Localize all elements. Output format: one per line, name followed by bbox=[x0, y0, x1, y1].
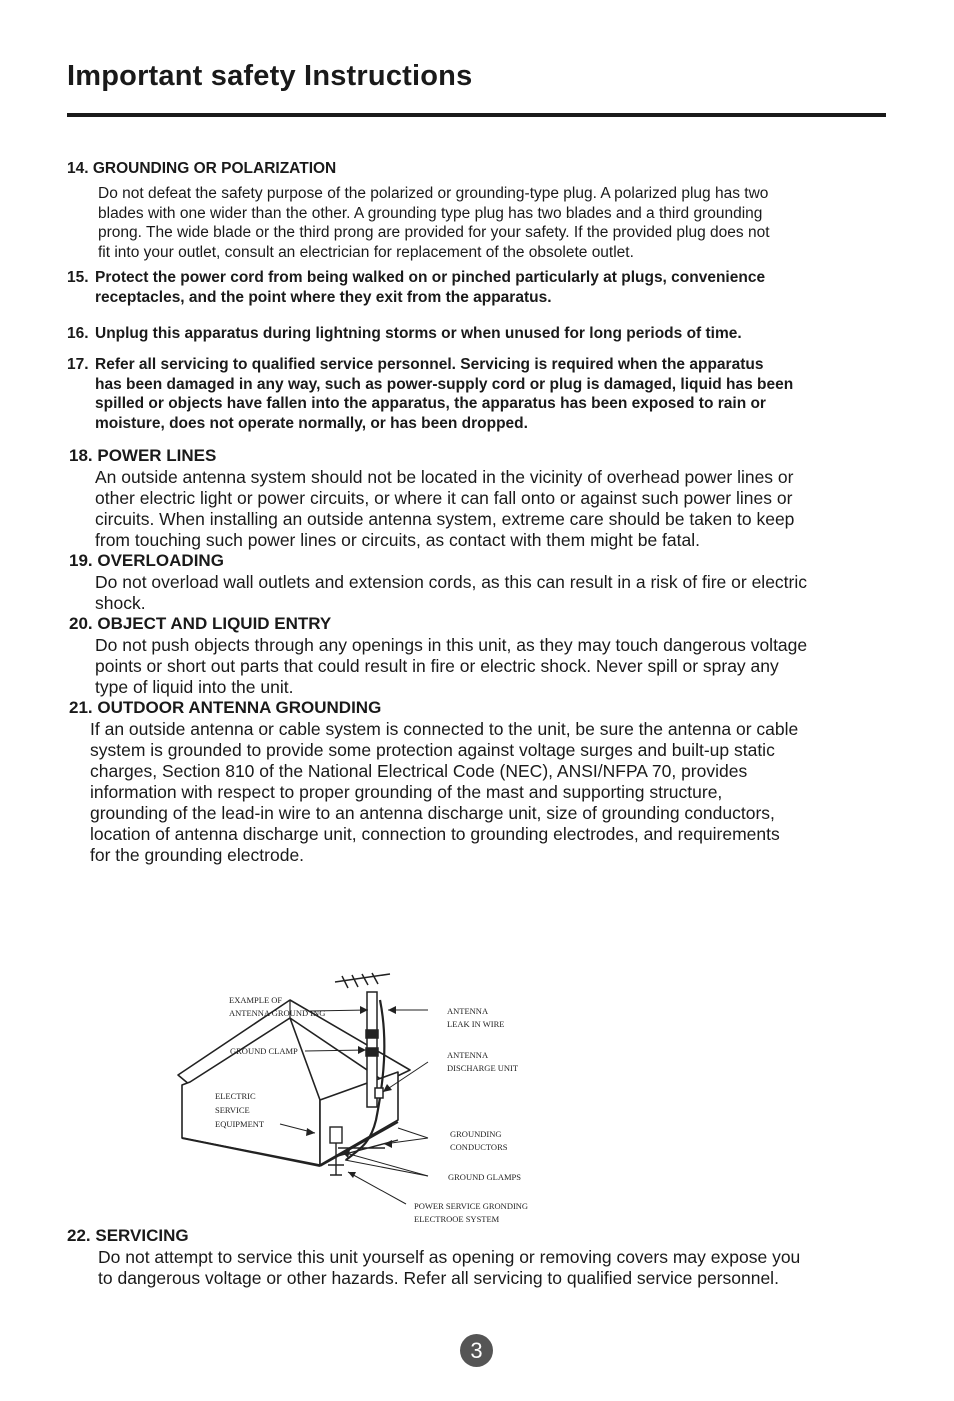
section-18-body bbox=[95, 467, 794, 551]
label-electric-service: SERVICE bbox=[215, 1105, 250, 1115]
section-15-line: Protect the power cord from being walked on or pinched particularly at plugs, convenience bbox=[95, 269, 766, 286]
label-grounding-conductors: GROUNDING bbox=[450, 1129, 502, 1139]
section-19-line: Do not overload wall outlets and extension cords, as this can result in a risk of fire or electric bbox=[95, 572, 808, 592]
label-ground-clamps: GROUND GLAMPS bbox=[448, 1172, 521, 1182]
section-18-line: An outside antenna system should not be located in the vicinity of overhead power lines or bbox=[95, 467, 794, 487]
section-20-line: Do not push objects through any openings in this unit, as they may touch dangerous voltage bbox=[95, 635, 808, 655]
section-21-line: grounding of the lead-in wire to an antenna discharge unit, size of grounding conductors, bbox=[90, 803, 775, 823]
section-17-line: spilled or objects have fallen into the apparatus, the apparatus has been exposed to rain or bbox=[95, 395, 766, 412]
section-18-heading: 18. POWER LINES bbox=[69, 446, 217, 465]
section-18-line: other electric light or power circuits, or where it can fall onto or against such power lines or bbox=[95, 488, 793, 508]
section-17-line: Refer all servicing to qualified service personnel. Servicing is required when the apparatus bbox=[95, 356, 764, 373]
label-antenna-lead: LEAK IN WIRE bbox=[447, 1019, 505, 1029]
section-14-line: Do not defeat the safety purpose of the polarized or grounding-type plug. A polarized plug has two bbox=[98, 185, 769, 202]
section-17-line: has been damaged in any way, such as power-supply cord or plug is damaged, liquid has been bbox=[95, 375, 794, 393]
section-15-line: receptacles, and the point where they exit from the apparatus. bbox=[95, 288, 552, 306]
section-22-heading: 22. SERVICING bbox=[67, 1226, 189, 1245]
section-17-line: moisture, does not operate normally, or has been dropped. bbox=[95, 414, 528, 432]
section-19-body bbox=[95, 572, 807, 614]
section-18-line: circuits. When installing an outside antenna system, extreme care should be taken to keep bbox=[95, 509, 795, 529]
section-17-number: 17. bbox=[67, 356, 89, 373]
section-20-line: type of liquid into the unit. bbox=[95, 677, 294, 697]
section-22-line: to dangerous voltage or other hazards. Refer all servicing to qualified service personnel. bbox=[98, 1268, 779, 1288]
section-17 bbox=[67, 355, 793, 433]
antenna-grounding-diagram bbox=[170, 970, 570, 1232]
label-power-service: POWER SERVICE GRONDING bbox=[414, 1201, 529, 1211]
section-21-line: charges, Section 810 of the National Electrical Code (NEC), ANSI/NFPA 70, provides bbox=[90, 761, 748, 781]
section-16 bbox=[67, 324, 742, 344]
label-example: ANTENNA GROUND ING bbox=[229, 1008, 326, 1018]
section-21-heading: 21. OUTDOOR ANTENNA GROUNDING bbox=[69, 698, 382, 717]
label-electric-service: ELECTRIC bbox=[215, 1091, 256, 1101]
section-14-body bbox=[98, 184, 770, 262]
label-discharge-unit: ANTENNA bbox=[447, 1050, 489, 1060]
section-14-line: blades with one wider than the other. A grounding type plug has two blades and a third grounding bbox=[98, 204, 763, 222]
section-19-heading: 19. OVERLOADING bbox=[69, 551, 224, 570]
section-20-body bbox=[95, 635, 807, 698]
section-15 bbox=[67, 268, 765, 307]
section-16-number: 16. bbox=[67, 325, 89, 342]
section-15-number: 15. bbox=[67, 269, 89, 286]
section-14-line: prong. The wide blade or the third prong are provided for your safety. If the provided plug does not bbox=[98, 224, 770, 241]
label-example: EXAMPLE OF bbox=[229, 995, 283, 1005]
page-title: Important safety Instructions bbox=[67, 60, 473, 92]
section-22-body bbox=[98, 1247, 800, 1289]
section-14-line: fit into your outlet, consult an electrician for replacement of the obsolete outlet. bbox=[98, 243, 634, 261]
label-grounding-conductors: CONDUCTORS bbox=[450, 1142, 508, 1152]
title-divider bbox=[67, 113, 886, 117]
label-antenna-lead: ANTENNA bbox=[447, 1006, 489, 1016]
section-21-line: system is grounded to provide some protection against voltage surges and built-up static bbox=[90, 740, 775, 760]
section-21-body bbox=[90, 719, 798, 866]
section-21-line: location of antenna discharge unit, connection to grounding electrodes, and requirements bbox=[90, 824, 780, 844]
section-21-line: information with respect to proper grounding of the mast and supporting structure, bbox=[90, 782, 723, 802]
section-21-line: for the grounding electrode. bbox=[90, 845, 305, 865]
section-22-line: Do not attempt to service this unit yourself as opening or removing covers may expose you bbox=[98, 1247, 801, 1267]
label-electric-service: EQUIPMENT bbox=[215, 1119, 265, 1129]
label-discharge-unit: DISCHARGE UNIT bbox=[447, 1063, 519, 1073]
label-power-service: ELECTROOE SYSTEM bbox=[414, 1214, 500, 1224]
section-20-line: points or short out parts that could result in fire or electric shock. Never spill or spray any bbox=[95, 656, 779, 676]
section-18-line: from touching such power lines or circuits, as contact with them might be fatal. bbox=[95, 530, 700, 550]
section-14-heading: 14. GROUNDING OR POLARIZATION bbox=[67, 160, 337, 177]
label-ground-clamp: GROUND CLAMP bbox=[230, 1046, 298, 1056]
page-number: 3 bbox=[460, 1334, 493, 1367]
section-20-heading: 20. OBJECT AND LIQUID ENTRY bbox=[69, 614, 332, 633]
section-16-text: Unplug this apparatus during lightning storms or when unused for long periods of time. bbox=[95, 325, 742, 342]
section-21-line: If an outside antenna or cable system is connected to the unit, be sure the antenna or cable bbox=[90, 719, 799, 739]
section-19-line: shock. bbox=[95, 593, 146, 613]
